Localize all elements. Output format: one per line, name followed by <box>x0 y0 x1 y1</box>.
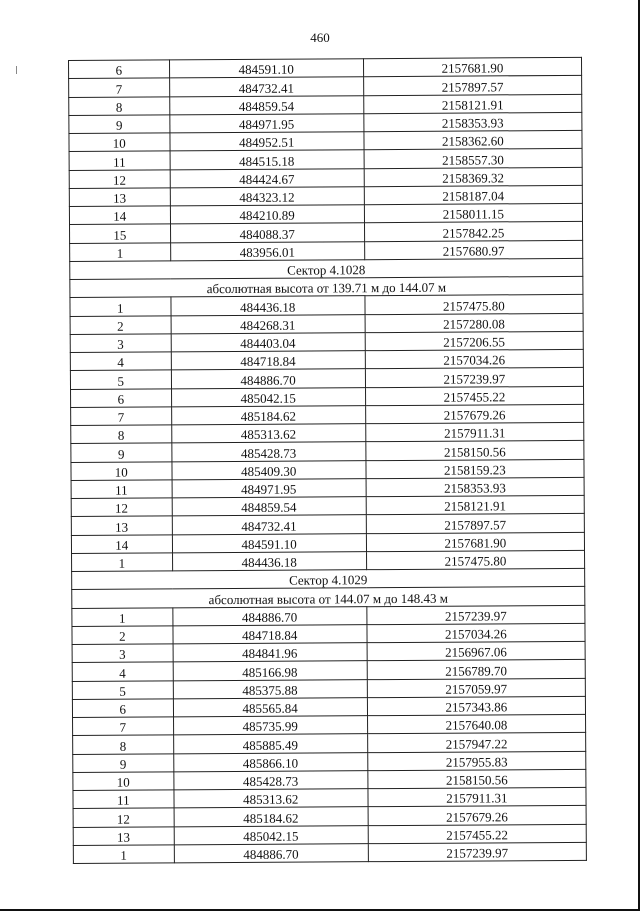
coordinate-x: 484971.95 <box>172 478 366 497</box>
sector-title: Сектор 4.1028 <box>70 258 583 279</box>
coordinate-x: 484718.84 <box>171 351 365 370</box>
coordinate-y: 2157911.31 <box>366 422 584 442</box>
point-number: 9 <box>73 753 174 772</box>
point-number: 6 <box>71 388 172 407</box>
coordinate-y: 2157679.26 <box>368 806 586 826</box>
point-number: 6 <box>69 60 170 79</box>
coordinate-y: 2157239.97 <box>367 605 585 625</box>
coordinate-y: 2157343.86 <box>367 696 585 716</box>
coordinate-x: 484859.54 <box>172 497 366 516</box>
coordinate-y: 2158557.30 <box>364 149 582 169</box>
coordinate-x: 485184.62 <box>174 807 368 826</box>
point-number: 7 <box>71 407 172 426</box>
point-number: 2 <box>72 626 173 645</box>
coordinate-y: 2157897.57 <box>363 76 581 96</box>
coordinate-y: 2156789.70 <box>367 660 585 680</box>
point-number: 6 <box>72 699 173 718</box>
point-number: 8 <box>69 96 170 115</box>
coordinate-y: 2157239.97 <box>365 368 583 388</box>
coordinate-y: 2158353.93 <box>366 477 584 497</box>
coordinate-x: 485428.73 <box>171 442 365 461</box>
coordinate-x: 484886.70 <box>172 606 366 625</box>
page-number: 460 <box>310 30 330 45</box>
coordinate-x: 485042.15 <box>174 825 368 844</box>
coordinate-y: 2156967.06 <box>367 641 585 661</box>
coordinate-y: 2158150.56 <box>366 441 584 461</box>
coordinate-x: 483956.01 <box>170 241 364 260</box>
point-number: 10 <box>69 133 170 152</box>
coordinate-y: 2157475.80 <box>366 550 584 570</box>
sector-title: Сектор 4.1029 <box>72 568 585 589</box>
point-number: 1 <box>72 553 173 572</box>
point-number: 8 <box>71 425 172 444</box>
coordinate-y: 2157280.08 <box>365 313 583 333</box>
point-number: 10 <box>73 772 174 791</box>
coordinate-x: 485866.10 <box>173 752 367 771</box>
coordinate-y: 2157206.55 <box>365 331 583 351</box>
coordinate-y: 2157455.22 <box>365 386 583 406</box>
coordinate-y: 2157681.90 <box>366 532 584 552</box>
coordinate-x: 484436.18 <box>170 296 364 315</box>
point-number: 13 <box>73 826 174 845</box>
coordinate-x: 484718.84 <box>172 624 366 643</box>
coordinate-x: 485184.62 <box>171 405 365 424</box>
coordinate-x: 484841.96 <box>173 643 367 662</box>
coordinate-x: 484859.54 <box>169 95 363 114</box>
coordinate-x: 484515.18 <box>170 150 364 169</box>
coordinate-x: 485313.62 <box>173 789 367 808</box>
coordinate-x: 484436.18 <box>172 551 366 570</box>
coordinate-y: 2157455.22 <box>368 824 586 844</box>
coordinate-x: 485565.84 <box>173 697 367 716</box>
coordinate-x: 485428.73 <box>173 770 367 789</box>
coordinate-y: 2158121.91 <box>364 94 582 114</box>
coordinate-x: 484323.12 <box>170 186 364 205</box>
coordinate-y: 2158011.15 <box>364 203 582 223</box>
coordinate-x: 485885.49 <box>173 734 367 753</box>
point-number: 10 <box>71 461 172 480</box>
point-number: 1 <box>70 242 171 261</box>
point-number: 9 <box>69 115 170 134</box>
coordinate-y: 2157681.90 <box>363 57 581 77</box>
table-row <box>73 842 586 863</box>
coordinate-x: 485042.15 <box>171 387 365 406</box>
point-number: 2 <box>70 315 171 334</box>
coordinates-table <box>68 57 587 864</box>
point-number: 8 <box>73 735 174 754</box>
point-number: 11 <box>73 790 174 809</box>
point-number: 3 <box>72 644 173 663</box>
coordinate-x: 484591.10 <box>172 533 366 552</box>
point-number: 11 <box>71 480 172 499</box>
coordinate-x: 484403.04 <box>171 332 365 351</box>
coordinate-x: 485313.62 <box>171 424 365 443</box>
point-number: 4 <box>72 662 173 681</box>
coordinate-x: 484732.41 <box>169 77 363 96</box>
coordinate-x: 484268.31 <box>171 314 365 333</box>
coordinate-x: 485166.98 <box>173 661 367 680</box>
sector-altitude: абсолютная высота от 144.07 м до 148.43 м <box>72 587 585 608</box>
point-number: 7 <box>73 717 174 736</box>
coordinate-x: 484886.70 <box>171 369 365 388</box>
coordinate-y: 2158353.93 <box>364 112 582 132</box>
point-number: 11 <box>69 151 170 170</box>
coordinate-y: 2157897.57 <box>366 514 584 534</box>
coordinate-y: 2157034.26 <box>365 349 583 369</box>
point-number: 3 <box>70 334 171 353</box>
sector-altitude: абсолютная высота от 139.71 м до 144.07 м <box>70 276 583 297</box>
coordinate-y: 2157842.25 <box>364 222 582 242</box>
point-number: 13 <box>69 188 170 207</box>
coordinate-x: 485735.99 <box>173 716 367 735</box>
scan-edge-mark <box>16 66 17 74</box>
coordinates-table-body <box>69 57 587 863</box>
coordinate-x: 485375.88 <box>173 679 367 698</box>
coordinate-y: 2157680.97 <box>364 240 582 260</box>
point-number: 9 <box>71 443 172 462</box>
coordinate-y: 2157640.08 <box>367 714 585 734</box>
point-number: 14 <box>71 534 172 553</box>
point-number: 12 <box>73 808 174 827</box>
coordinate-y: 2158150.56 <box>368 769 586 789</box>
coordinate-x: 484971.95 <box>169 113 363 132</box>
coordinate-y: 2157955.83 <box>368 751 586 771</box>
coordinate-x: 484886.70 <box>174 843 368 862</box>
coordinate-x: 484732.41 <box>172 515 366 534</box>
coordinate-y: 2158369.32 <box>364 167 582 187</box>
coordinate-y: 2157239.97 <box>368 842 586 862</box>
coordinate-y: 2158362.60 <box>364 130 582 150</box>
point-number: 12 <box>71 498 172 517</box>
coordinate-y: 2157679.26 <box>365 404 583 424</box>
coordinate-y: 2158159.23 <box>366 459 584 479</box>
coordinate-x: 484591.10 <box>169 59 363 78</box>
coordinate-x: 484952.51 <box>169 132 363 151</box>
point-number: 5 <box>70 370 171 389</box>
point-number: 14 <box>69 206 170 225</box>
coordinate-y: 2157947.22 <box>367 733 585 753</box>
point-number: 15 <box>70 224 171 243</box>
coordinate-y: 2157059.97 <box>367 678 585 698</box>
coordinate-y: 2158121.91 <box>366 495 584 515</box>
coordinate-y: 2157475.80 <box>365 295 583 315</box>
point-number: 1 <box>70 297 171 316</box>
coordinate-y: 2157911.31 <box>368 787 586 807</box>
coordinate-x: 485409.30 <box>171 460 365 479</box>
coordinate-x: 484424.67 <box>170 168 364 187</box>
coordinate-x: 484088.37 <box>170 223 364 242</box>
point-number: 5 <box>72 680 173 699</box>
point-number: 13 <box>71 516 172 535</box>
coordinate-y: 2158187.04 <box>364 185 582 205</box>
point-number: 1 <box>72 607 173 626</box>
point-number: 7 <box>69 78 170 97</box>
point-number: 4 <box>70 352 171 371</box>
point-number: 1 <box>73 845 174 864</box>
coordinate-y: 2157034.26 <box>367 623 585 643</box>
point-number: 12 <box>69 169 170 188</box>
coordinate-x: 484210.89 <box>170 205 364 224</box>
